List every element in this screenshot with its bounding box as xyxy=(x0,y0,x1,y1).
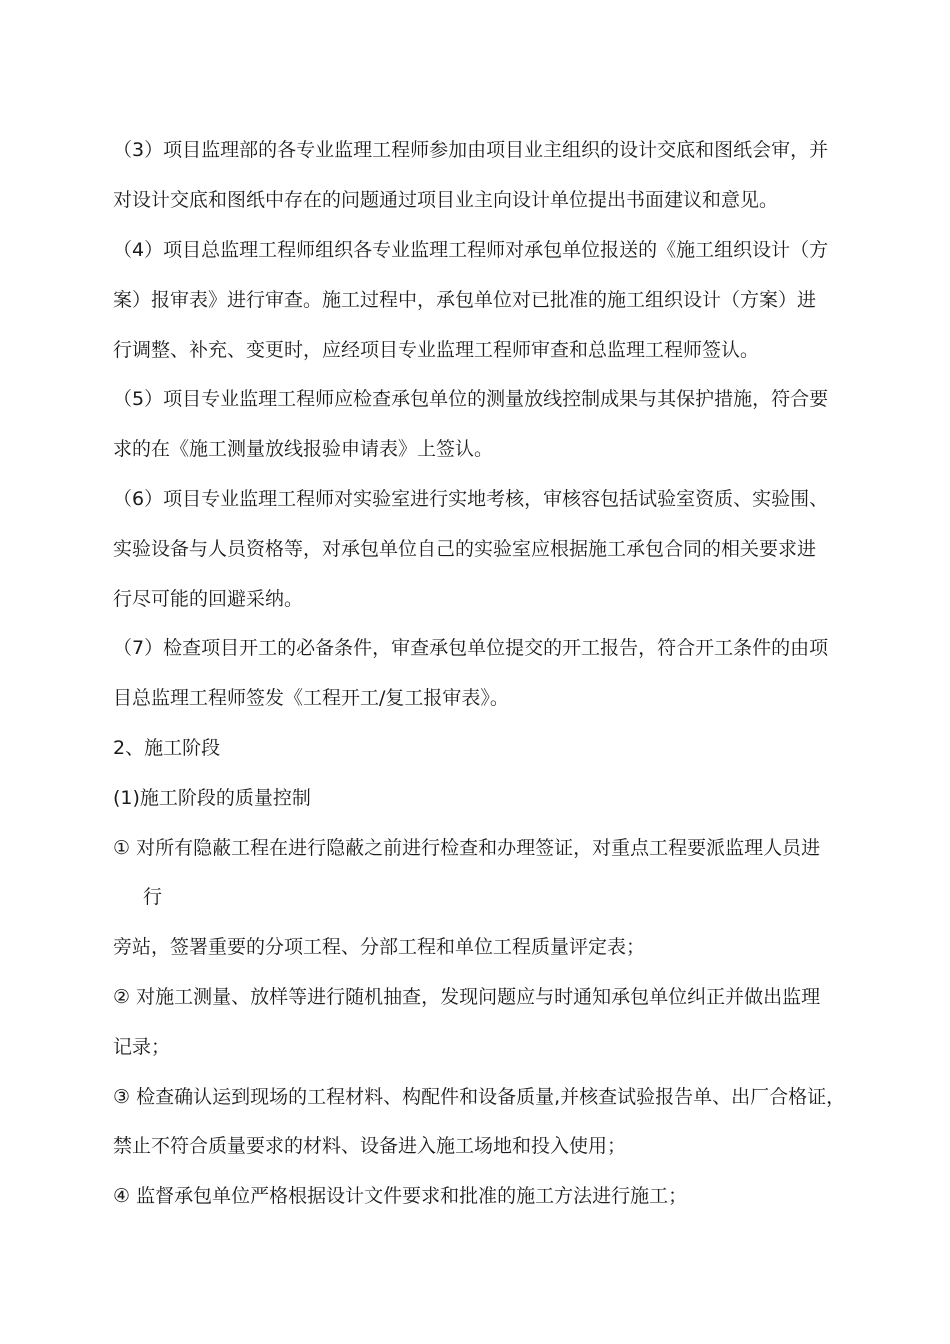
item-3-line-1: ③ 检查确认运到现场的工程材料、构配件和设备质量,并核查试验报告单、出厂合格证， xyxy=(113,1086,846,1108)
paragraph-6-line-3: 行尽可能的回避采纳。 xyxy=(113,588,304,610)
paragraph-7-line-2: 目总监理工程师签发《工程开工/复工报审表》。 xyxy=(113,687,509,709)
paragraph-4-line-1: （4）项目总监理工程师组织各专业监理工程师对承包单位报送的《施工组织设计（方 xyxy=(113,239,829,261)
paragraph-5-line-1: （5）项目专业监理工程师应检查承包单位的测量放线控制成果与其保护措施，符合要 xyxy=(113,388,829,410)
item-3-line-2: 禁止不符合质量要求的材料、设备进入施工场地和投入使用； xyxy=(113,1135,627,1157)
item-1-line-3: 旁站，签署重要的分项工程、分部工程和单位工程质量评定表； xyxy=(113,936,646,958)
paragraph-3-line-1: （3）项目监理部的各专业监理工程师参加由项目业主组织的设计交底和图纸会审，并 xyxy=(113,139,829,161)
item-2-line-2: 记录； xyxy=(113,1036,171,1058)
paragraph-3-line-2: 对设计交底和图纸中存在的问题通过项目业主向设计单位提出书面建议和意见。 xyxy=(113,189,779,211)
paragraph-7-line-1: （7）检查项目开工的必备条件，审查承包单位提交的开工报告，符合开工条件的由项 xyxy=(113,637,829,659)
section-heading: 2、施工阶段 xyxy=(113,737,221,759)
item-1-line-1: ① 对所有隐蔽工程在进行隐蔽之前进行检查和办理签证，对重点工程要派监理人员进 xyxy=(113,837,821,859)
paragraph-6-line-2: 实验设备与人员资格等，对承包单位自己的实验室应根据施工承包合同的相关要求进 xyxy=(113,538,817,560)
paragraph-4-line-2: 案）报审表》进行审查。施工过程中，承包单位对已批准的施工组织设计（方案）进 xyxy=(113,289,817,311)
item-2-line-1: ② 对施工测量、放样等进行随机抽查，发现问题应与时通知承包单位纠正并做出监理 xyxy=(113,986,821,1008)
paragraph-6-line-1: （6）项目专业监理工程师对实验室进行实地考核，审核容包括试验室资质、实验围、 xyxy=(113,488,829,510)
subsection-heading: (1)施工阶段的质量控制 xyxy=(113,787,311,809)
item-1-line-2: 行 xyxy=(143,886,163,908)
paragraph-5-line-2: 求的在《施工测量放线报验申请表》上签认。 xyxy=(113,438,494,460)
item-4-line-1: ④ 监督承包单位严格根据设计文件要求和批准的施工方法进行施工； xyxy=(113,1185,688,1207)
paragraph-4-line-3: 行调整、补充、变更时，应经项目专业监理工程师审查和总监理工程师签认。 xyxy=(113,339,760,361)
